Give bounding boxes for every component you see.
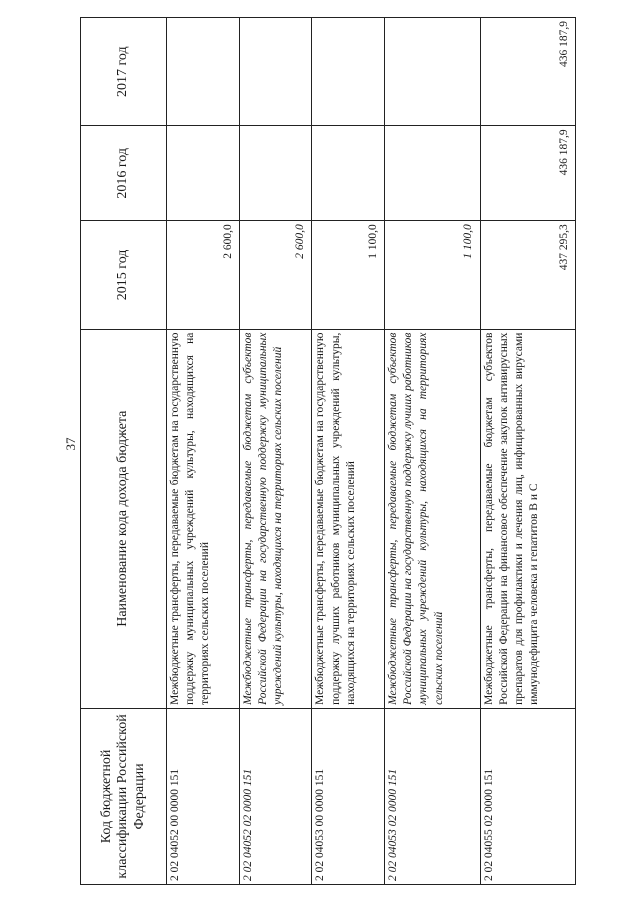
row-value-2016 [385,126,480,221]
row-code: 2 02 04053 00 0000 151 [312,708,385,884]
row-value-2015: 1 100,0 [385,221,480,329]
budget-revenue-table [80,17,576,885]
table-header-row [81,18,167,885]
row-code: 2 02 04053 02 0000 151 [385,708,480,884]
row-code: 2 02 04052 02 0000 151 [239,708,312,884]
row-name: Межбюджетные трансферты, передаваемые бюджетам на государственную поддержку муниципальных учреждений культуры, находящихся на территориях сельских поселений [167,329,240,708]
row-value-2016: 436 187,9 [480,126,575,221]
row-name: Межбюджетные трансферты, передаваемые бюджетам субъектов Российской Федерации на финансовое обеспечение закупок антивирусных препаратов для профилактики и лечения лиц, инфицированных вирусами иммунодефицита человека и гепатитов В и С [480,329,575,708]
row-value-2015: 1 100,0 [312,221,385,329]
row-value-2015: 437 295,3 [480,221,575,329]
row-value-2015: 2 600,0 [167,221,240,329]
row-code: 2 02 04055 02 0000 151 [480,708,575,884]
table-row [167,18,240,885]
page-number: 37 [63,437,78,451]
row-value-2017: 436 187,9 [480,18,575,126]
table-row [312,18,385,885]
header-code: Код бюджетной классификации Российской Федерации [81,708,167,884]
row-name: Межбюджетные трансферты, передаваемые бюджетам на государственную поддержку лучших работников муниципальных учреждений культуры, находящихся на территориях сельских поселений [312,329,385,708]
row-value-2016 [239,126,312,221]
table-row [480,18,575,885]
row-code: 2 02 04052 00 0000 151 [167,708,240,884]
header-2016: 2016 год [81,126,167,221]
rotated-table-wrapper [80,17,576,885]
header-name: Наименование кода дохода бюджета [81,329,167,708]
row-value-2017 [239,18,312,126]
header-2015: 2015 год [81,221,167,329]
table-row [385,18,480,885]
row-value-2016 [167,126,240,221]
row-value-2016 [312,126,385,221]
row-value-2017 [167,18,240,126]
row-value-2015: 2 600,0 [239,221,312,329]
row-name: Межбюджетные трансферты, передаваемые бюджетам субъектов Российской Федерации на государственную поддержку муниципальных учреждений культуры, находящихся на территориях сельских поселений [239,329,312,708]
table-row [239,18,312,885]
row-value-2017 [312,18,385,126]
row-name: Межбюджетные трансферты, передаваемые бюджетам субъектов Российской Федерации на государственную поддержку лучших работников муниципальных учреждений культуры, находящихся на территориях сельских поселений [385,329,480,708]
header-2017: 2017 год [81,18,167,126]
row-value-2017 [385,18,480,126]
